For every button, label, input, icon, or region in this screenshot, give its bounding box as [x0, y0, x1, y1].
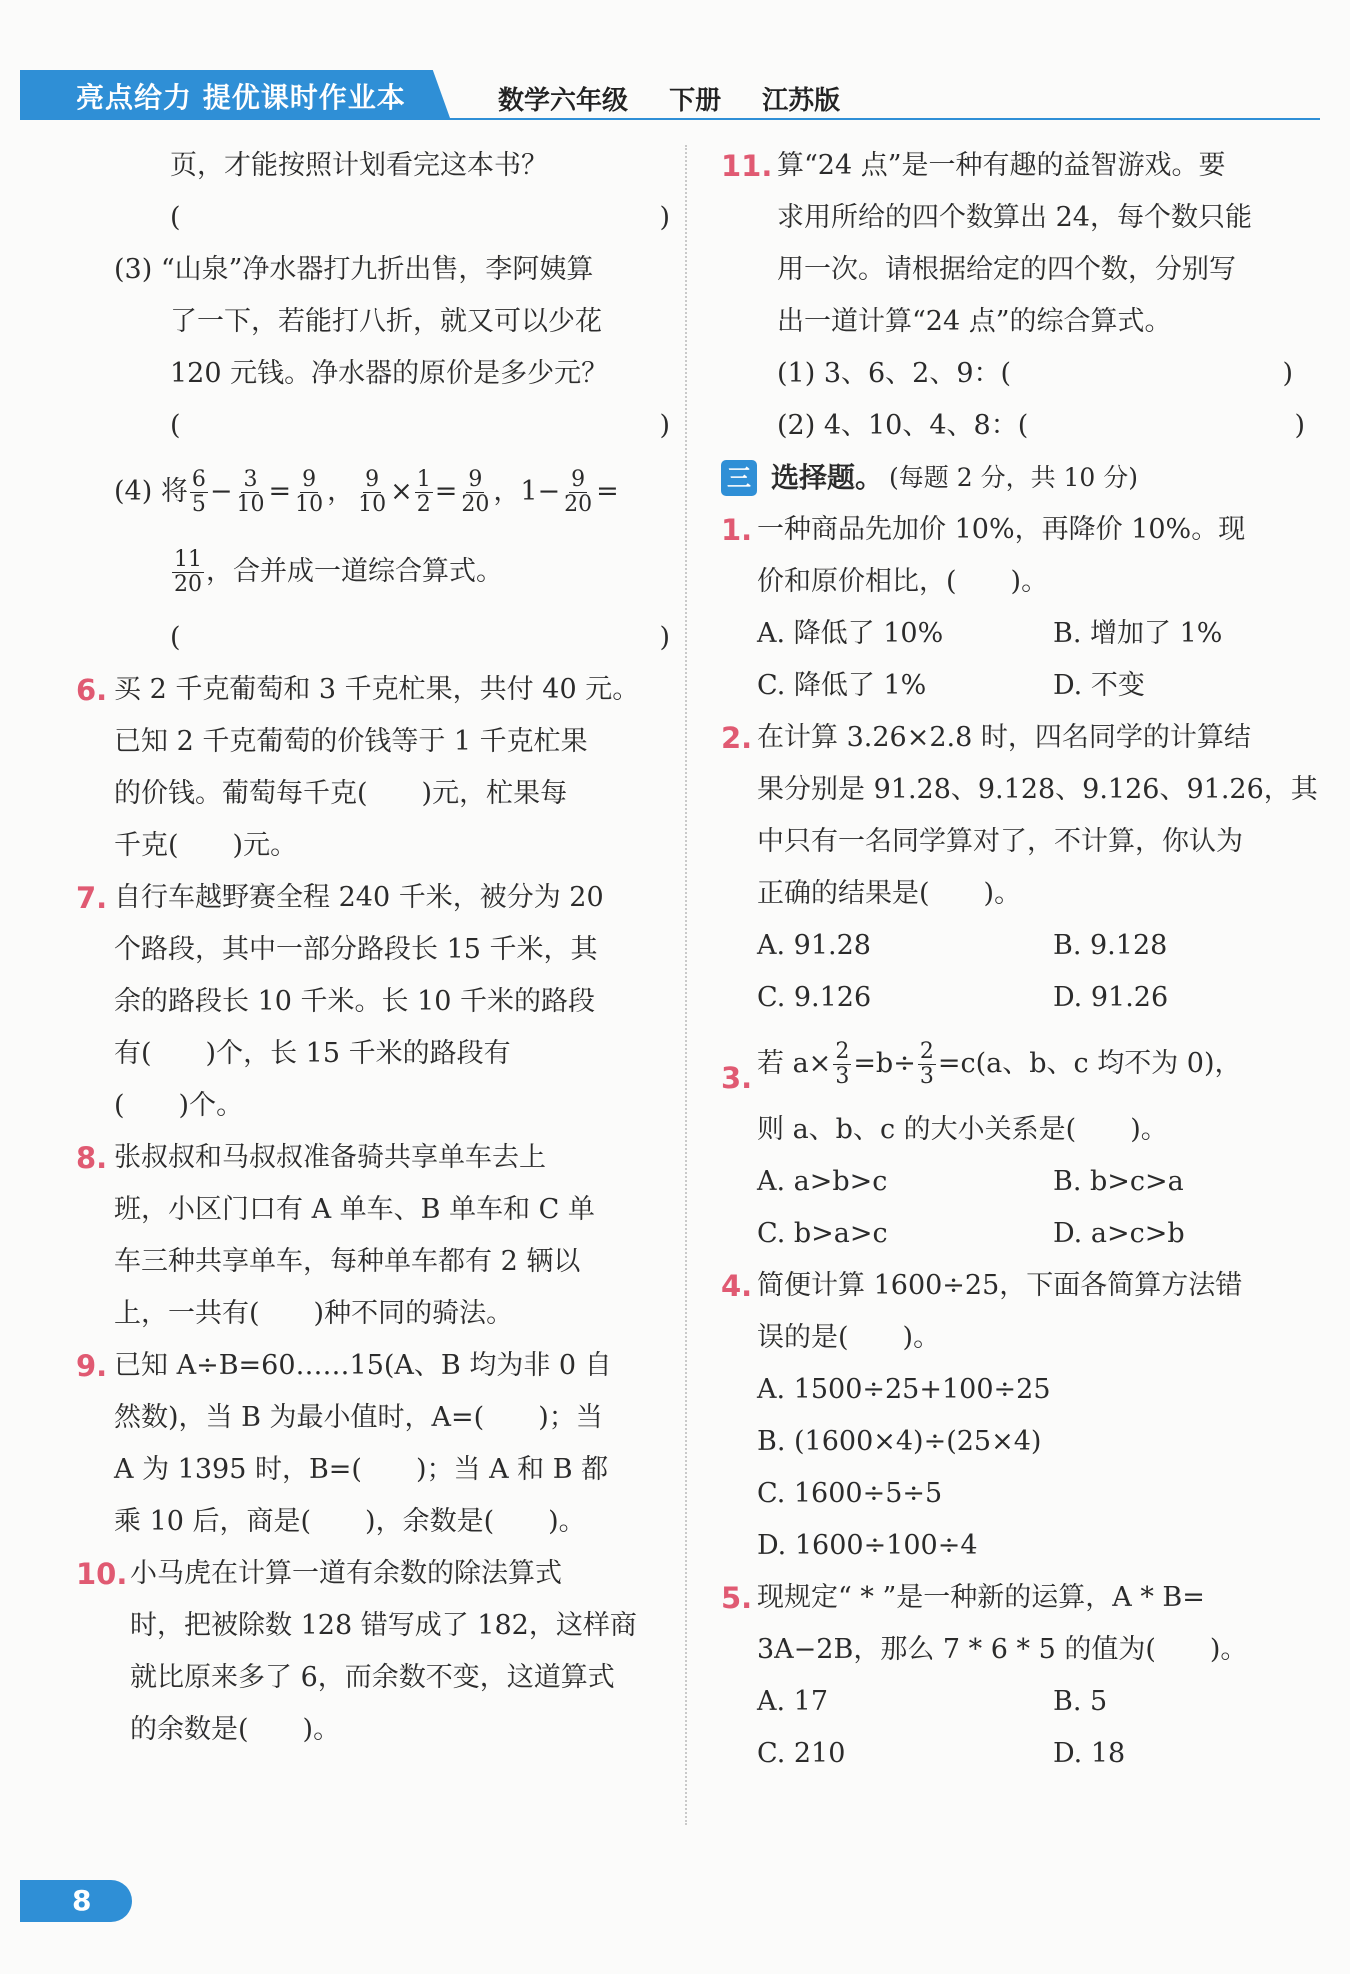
- option-a: A. 91.28: [757, 930, 871, 961]
- c2-line2: 果分别是 91.28、9.128、9.126、91.26，其: [757, 774, 1318, 805]
- question-number: 9.: [76, 1349, 108, 1383]
- paren-open: (: [170, 202, 181, 233]
- question-number: 6.: [76, 673, 108, 707]
- header-brand: 亮点给力 提优课时作业本: [76, 81, 406, 114]
- q8-line1: 8. 张叔叔和马叔叔准备骑共享单车去上: [70, 1132, 670, 1184]
- option-c: C. 9.126: [757, 982, 872, 1013]
- q8-line2: 班，小区门口有 A 单车、B 单车和 C 单: [114, 1194, 595, 1225]
- paren-close: ): [659, 202, 670, 233]
- q8-line4: 上，一共有( )种不同的骑法。: [114, 1298, 514, 1329]
- fraction: $\frac{9}{20}$: [564, 467, 593, 517]
- section-note: (每题 2 分，共 10 分): [889, 463, 1139, 492]
- option-a: A. a>b>c: [757, 1166, 888, 1197]
- section-number-icon: 三: [721, 460, 757, 496]
- page-number: 8: [20, 1880, 132, 1922]
- q6-line1: 6. 买 2 千克葡萄和 3 千克杧果，共付 40 元。: [70, 664, 670, 716]
- c4-line1: 4. 简便计算 1600÷25，下面各简算方法错: [715, 1260, 1305, 1312]
- option-b: B. 增加了 1%: [1053, 618, 1223, 649]
- q10-line2: 时，把被除数 128 错写成了 182，这样商: [130, 1610, 637, 1641]
- q6-line3: 的价钱。葡萄每千克( )元，杧果每: [114, 778, 568, 809]
- option-a: A. 降低了 10%: [757, 618, 944, 649]
- c2-options-ab: [715, 920, 1305, 972]
- q5-3-line3: 120 元钱。净水器的原价是多少元？: [170, 358, 609, 389]
- fraction: $\frac{2}{3}$: [919, 1039, 934, 1089]
- fraction: $\frac{3}{10}$: [236, 467, 265, 517]
- header-book-info: [498, 80, 872, 117]
- header-underline: [20, 118, 1320, 120]
- q5-cont-answer: [70, 192, 670, 244]
- fraction: $\frac{9}{10}$: [358, 467, 387, 517]
- q11-sub2: (2) 4、10、4、8：( ): [715, 400, 1305, 452]
- header-edition: 江苏版: [762, 86, 841, 116]
- option-d: D. 18: [1053, 1738, 1126, 1769]
- question-number: 10.: [76, 1557, 128, 1591]
- column-divider: [685, 145, 687, 1825]
- c4-option-d: D. 1600÷100÷4: [757, 1530, 978, 1561]
- q6-line4: 千克( )元。: [114, 830, 298, 861]
- c1-line1: 1. 一种商品先加价 10%，再降价 10%。现: [715, 504, 1305, 556]
- option-b: B. 5: [1053, 1686, 1108, 1717]
- q11-line1: 11. 算“24 点”是一种有趣的益智游戏。要: [715, 140, 1305, 192]
- question-number: 5.: [721, 1581, 753, 1615]
- option-d: D. 不变: [1053, 670, 1145, 701]
- c4-option-b: B. (1600×4)÷(25×4): [757, 1426, 1042, 1457]
- c4-option-a: A. 1500÷25+100÷25: [757, 1374, 1051, 1405]
- q7-line2: 个路段，其中一部分路段长 15 千米，其: [114, 934, 598, 965]
- paren-close: ): [1282, 358, 1293, 389]
- c3-line2: 则 a、b、c 的大小关系是( )。: [757, 1114, 1168, 1145]
- q8-line3: 车三种共享单车，每种单车都有 2 辆以: [114, 1246, 581, 1277]
- fraction: $\frac{9}{10}$: [295, 467, 324, 517]
- c1-line2: 价和原价相比，( )。: [757, 566, 1049, 597]
- q10-line4: 的余数是( )。: [130, 1714, 341, 1745]
- header-volume: 下册: [669, 86, 722, 116]
- c1-options-cd: [715, 660, 1305, 712]
- q9-line1: 9. 已知 A÷B=60……15(A、B 均为非 0 自: [70, 1340, 670, 1392]
- section-3-heading: [715, 452, 1305, 504]
- page-header: [20, 70, 1320, 124]
- left-column: [70, 140, 670, 1756]
- q5-3-line2: 了一下，若能打八折，就又可以少花: [170, 306, 602, 337]
- c5-options-ab: [715, 1676, 1305, 1728]
- c3-line1: 3. 若 a× $\frac{2}{3}$ =b÷ $\frac{2}{3}$ =c(a、b、c 均不为 0)，: [715, 1024, 1305, 1104]
- header-subject: 数学六年级: [498, 86, 629, 116]
- question-number: 2.: [721, 721, 753, 755]
- c3-options-cd: [715, 1208, 1305, 1260]
- option-b: B. 9.128: [1053, 930, 1168, 961]
- option-d: D. a>c>b: [1053, 1218, 1185, 1249]
- section-title: 选择题。: [771, 461, 884, 494]
- c2-line1: 2. 在计算 3.26×2.8 时，四名同学的计算结: [715, 712, 1305, 764]
- q6-line2: 已知 2 千克葡萄的价钱等于 1 千克杧果: [114, 726, 588, 757]
- q7-line5: ( )个。: [114, 1090, 244, 1121]
- q9-line3: A 为 1395 时，B=( )；当 A 和 B 都: [114, 1454, 609, 1485]
- option-c: C. 210: [757, 1738, 846, 1769]
- option-d: D. 91.26: [1053, 982, 1169, 1013]
- q7-line1: 7. 自行车越野赛全程 240 千米，被分为 20: [70, 872, 670, 924]
- question-number: 8.: [76, 1141, 108, 1175]
- q5-cont-line1: 页，才能按照计划看完这本书？: [170, 150, 548, 181]
- option-c: C. b>a>c: [757, 1218, 888, 1249]
- q5-4-line1: (4) 将 $\frac{6}{5}$ − $\frac{3}{10}$ = $\frac{9}{10}$ ， $\frac{9}{10}$ × $\frac{1}{2}$ = $\frac{9}{20}$ ，1− $\frac{9}{20}$ =: [114, 467, 619, 517]
- paren-close: ): [1294, 410, 1305, 441]
- c5-line2: 3A−2B，那么 7 * 6 * 5 的值为( )。: [757, 1634, 1248, 1665]
- c2-line4: 正确的结果是( )。: [757, 878, 1022, 909]
- q5-3-line1: (3) “山泉”净水器打九折出售，李阿姨算: [114, 254, 594, 285]
- c5-line1: 5. 现规定“ * ”是一种新的运算，A * B=: [715, 1572, 1305, 1624]
- question-number: 7.: [76, 881, 108, 915]
- q7-line4: 有( )个，长 15 千米的路段有: [114, 1038, 511, 1069]
- q7-line3: 余的路段长 10 千米。长 10 千米的路段: [114, 986, 596, 1017]
- paren-open: (: [170, 622, 181, 653]
- fraction: $\frac{9}{20}$: [461, 467, 490, 517]
- q9-line4: 乘 10 后，商是( )，余数是( )。: [114, 1506, 586, 1537]
- paren-close: ): [659, 622, 670, 653]
- c2-line3: 中只有一名同学算对了，不计算，你认为: [757, 826, 1243, 857]
- fraction: $\frac{1}{2}$: [416, 467, 431, 517]
- c2-options-cd: [715, 972, 1305, 1024]
- c1-options-ab: [715, 608, 1305, 660]
- c4-line2: 误的是( )。: [757, 1322, 941, 1353]
- question-number: 1.: [721, 513, 753, 547]
- q11-line2: 求用所给的四个数算出 24，每个数只能: [777, 202, 1252, 233]
- c4-option-c: C. 1600÷5÷5: [757, 1478, 943, 1509]
- question-number: 4.: [721, 1269, 753, 1303]
- fraction: $\frac{2}{3}$: [835, 1039, 850, 1089]
- q10-line3: 就比原来多了 6，而余数不变，这道算式: [130, 1662, 615, 1693]
- q11-line4: 出一道计算“24 点”的综合算式。: [777, 306, 1172, 337]
- fraction: $\frac{11}{20}$: [174, 547, 202, 597]
- question-number: 11.: [721, 149, 773, 183]
- right-column: [715, 140, 1318, 1780]
- paren-open: (: [170, 410, 181, 441]
- c3-options-ab: [715, 1156, 1305, 1208]
- option-c: C. 降低了 1%: [757, 670, 927, 701]
- q5-4-line2: $\frac{11}{20}$ ，合并成一道综合算式。: [174, 547, 503, 597]
- q9-line2: 然数)，当 B 为最小值时，A=( )；当: [114, 1402, 603, 1433]
- option-a: A. 17: [757, 1686, 829, 1717]
- c5-options-cd: [715, 1728, 1305, 1780]
- q5-3-answer: [70, 400, 670, 452]
- option-b: B. b>c>a: [1053, 1166, 1184, 1197]
- q11-sub1: (1) 3、6、2、9：( ): [715, 348, 1305, 400]
- fraction: $\frac{6}{5}$: [191, 467, 206, 517]
- q5-4-answer: [70, 612, 670, 664]
- q11-line3: 用一次。请根据给定的四个数，分别写: [777, 254, 1236, 285]
- q10-line1: 10. 小马虎在计算一道有余数的除法算式: [70, 1548, 670, 1600]
- question-number: 3.: [721, 1061, 753, 1095]
- paren-close: ): [659, 410, 670, 441]
